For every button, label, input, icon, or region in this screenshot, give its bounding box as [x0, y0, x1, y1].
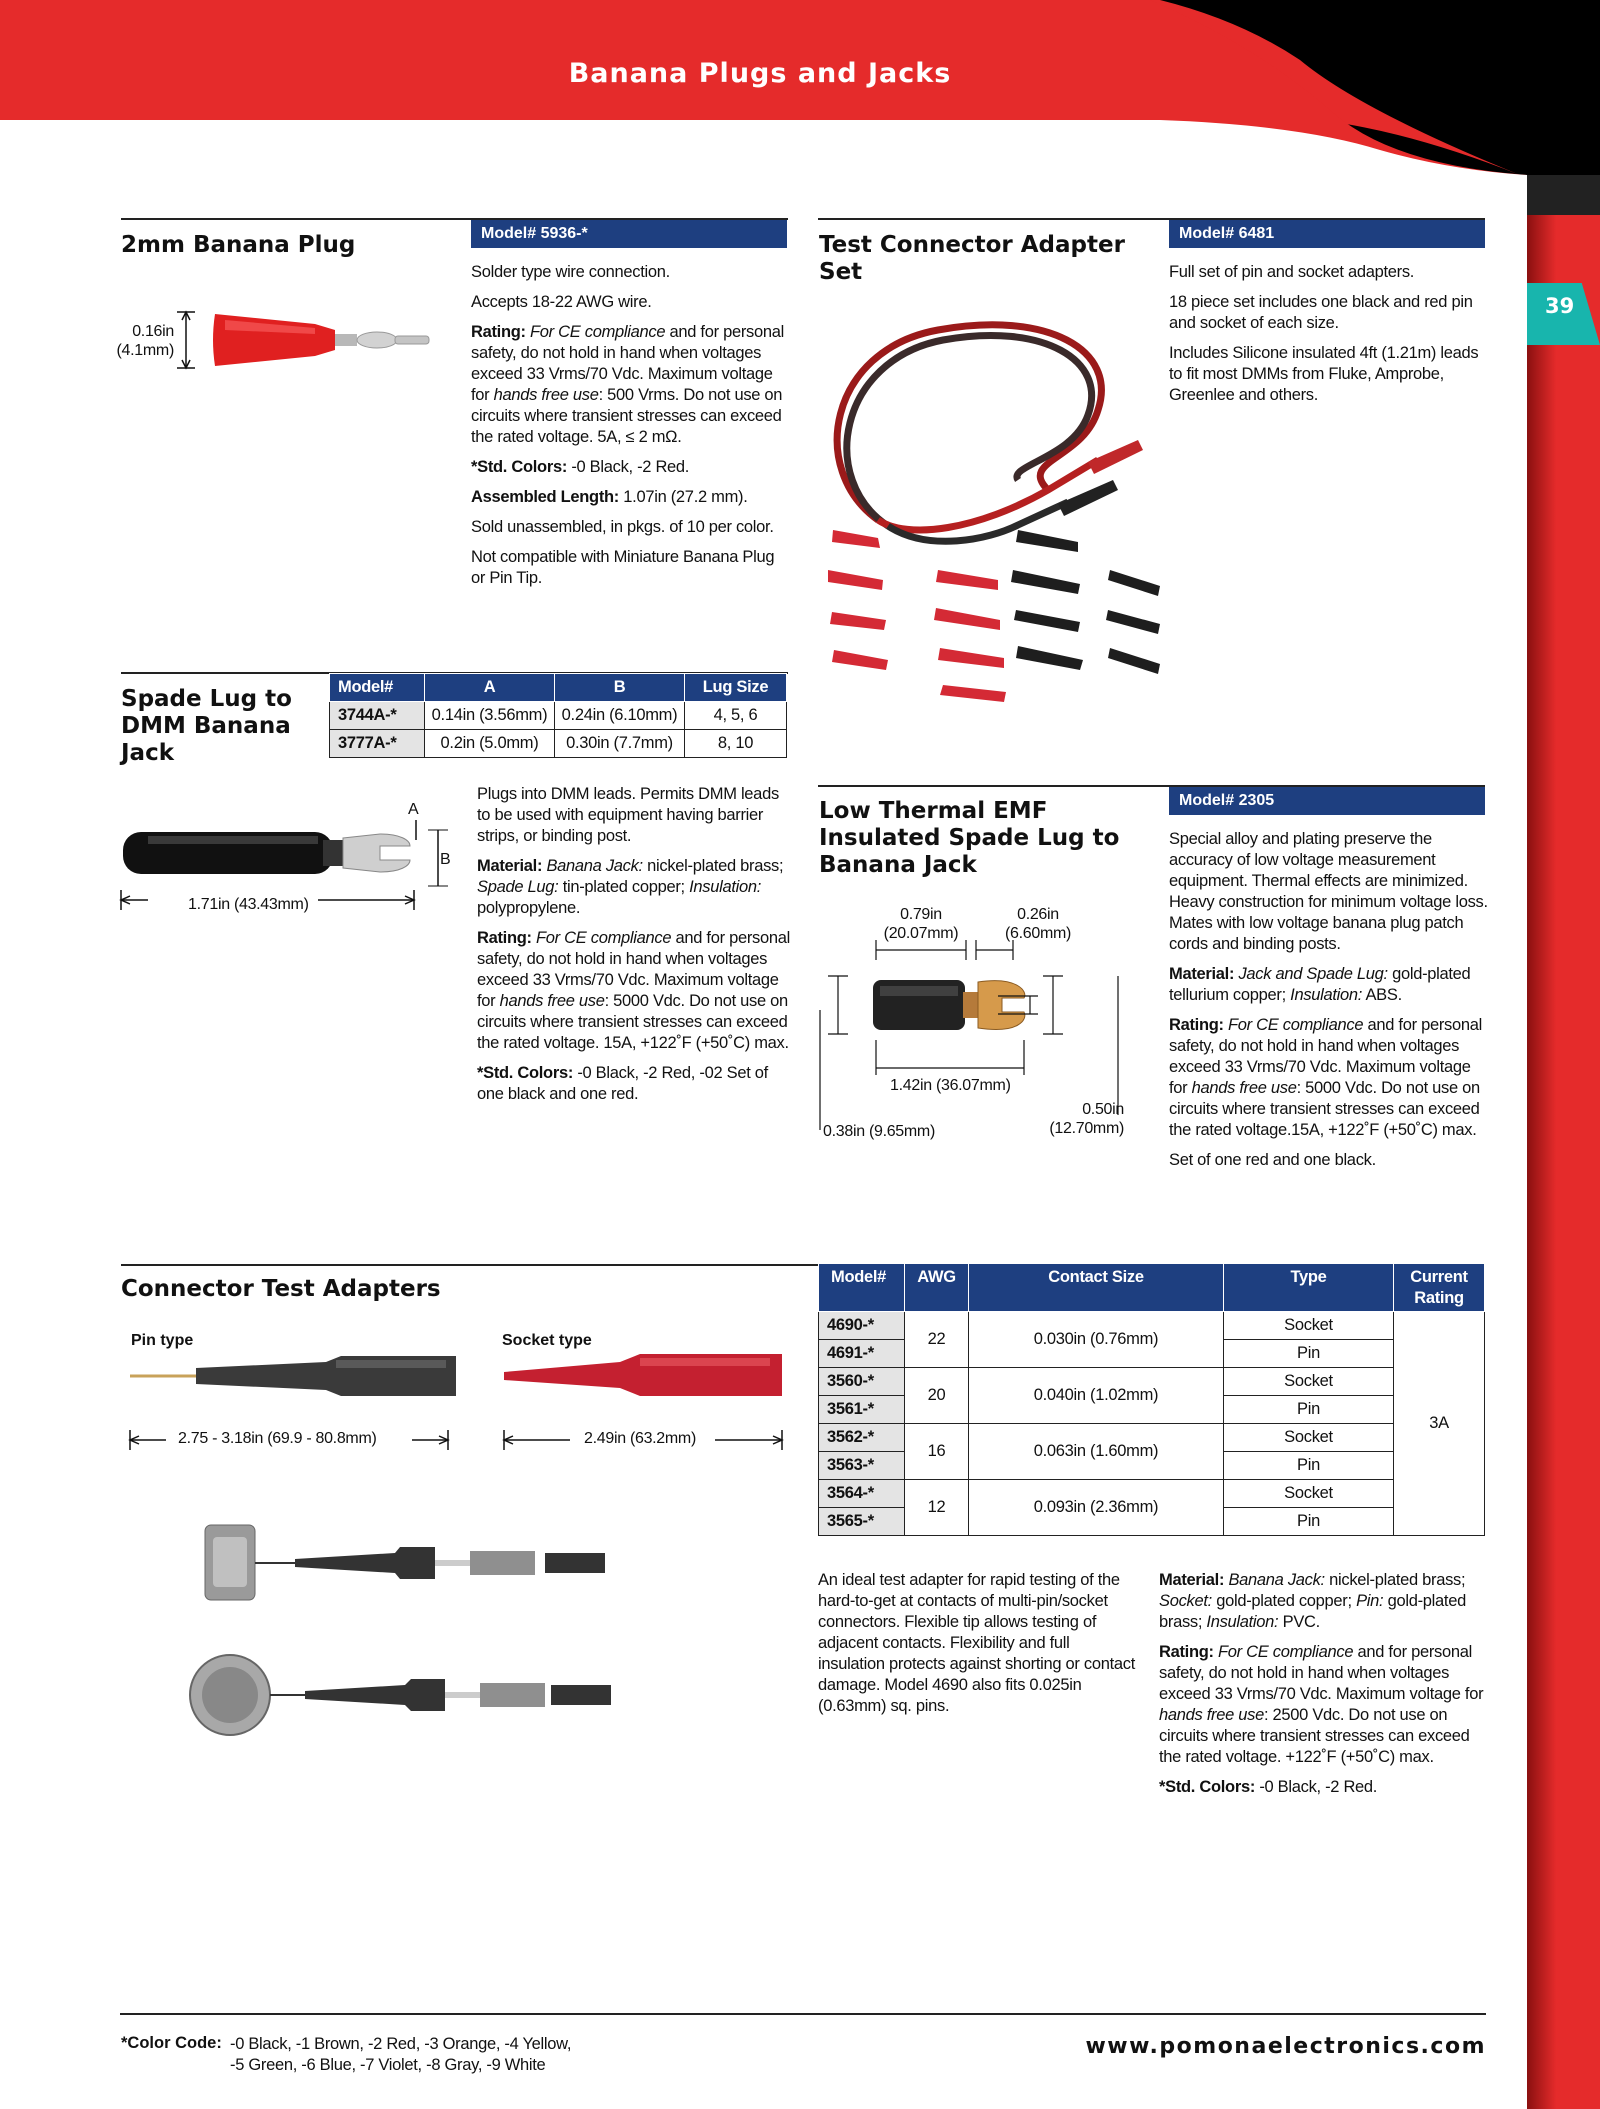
banana-2mm-description: Solder type wire connection. Accepts 18-22 AWG wire. Rating: For CE compliance and for personal safety, do not hold in hand when voltages exceed 33 Vrms/70 Vdc. Maximum voltage for hands free use: 500 Vrms. Do not use on circuits where transient stresses can exceed the rated voltage. 5A, ≤ 2 mΩ. *Std. Colors: -0 Black, -2 Red. Assembled Length: 1.07in (27.2 mm). Sold unassembled, in pkgs. of 10 per color. Not compatible with Miniature Banana Plug or Pin Tip. [471, 263, 784, 587]
color-code-text: -0 Black, -1 Brown, -2 Red, -3 Orange, -4 Yellow, -5 Green, -6 Blue, -7 Violet, -8 Gray, -9 White [230, 2035, 572, 2074]
col-header: Type [1224, 1264, 1394, 1312]
table-row: 3744A-* 0.14in (3.56mm) 0.24in (6.10mm) 4, 5, 6 [330, 702, 787, 730]
section-title-adapter-set: Test Connector Adapter Set [819, 232, 1125, 285]
dim-b-label: B [440, 851, 451, 868]
col-header: A [425, 674, 555, 702]
table-row: 3777A-* 0.2in (5.0mm) 0.30in (7.7mm) 8, 10 [330, 730, 787, 758]
col-header: Contact Size [969, 1264, 1224, 1312]
spade-lug-description: Plugs into DMM leads. Permits DMM leads to be used with equipment having barrier strips, or binding post. Material: Banana Jack: nickel-plated brass; Spade Lug: tin-plated copper; Insulation: polypropylene. Rating: For CE compliance and for personal safety, do not hold in hand when voltages exceed 33 Vrms/70 Vdc. Maximum voltage for hands free use: 5000 Vdc. Do not use on circuits where transient stresses can exceed the rated voltage. 15A, +122˚F (+50˚C) max. *Std. Colors: -0 Black, -2 Red, -02 Set of one black and one red. [477, 785, 790, 1103]
color-code-label: *Color Code: [121, 2034, 222, 2052]
table-row: 3561-* Pin [819, 1396, 1485, 1424]
model-badge-6481: Model# 6481 [1169, 220, 1485, 248]
section-title-connector: Connector Test Adapters [121, 1276, 441, 1302]
table-row: 3565-* Pin [819, 1508, 1485, 1536]
dim-length: 1.71in (43.43mm) [188, 896, 309, 913]
table-row: 4691-* Pin [819, 1340, 1485, 1368]
table-row: 4690-* 22 0.030in (0.76mm) Socket 3A [819, 1312, 1485, 1340]
col-header: B [555, 674, 685, 702]
section-title-2mm-banana-plug: 2mm Banana Plug [121, 232, 356, 258]
table-row: 3562-* 16 0.063in (1.60mm) Socket [819, 1424, 1485, 1452]
spade-lug-table [329, 673, 787, 758]
page-number: 39 [1545, 294, 1575, 318]
dim-a-label: A [408, 801, 419, 818]
dim-026: 0.26in (6.60mm) [1004, 906, 1072, 942]
connector-specs: Material: Banana Jack: nickel-plated brass; Socket: gold-plated copper; Pin: gold-plated brass; Insulation: PVC. Rating: For CE compliance and for personal safety, do not hold in hand when voltages exceed 33 Vrms/70 Vdc. Maximum voltage for hands free use: 2500 Vdc. Do not use on circuits where transient stresses can exceed the rated voltage. +122˚F (+50˚C) max. *Std. Colors: -0 Black, -2 Red. [1159, 1571, 1484, 1796]
connector-in-use-image [195, 1515, 615, 1775]
socket-type-dim: 2.49in (63.2mm) [584, 1430, 696, 1447]
banana-plug-2mm-image [175, 300, 455, 370]
pin-type-dim: 2.75 - 3.18in (69.9 - 80.8mm) [178, 1430, 377, 1447]
table-row: 3564-* 12 0.093in (2.36mm) Socket [819, 1480, 1485, 1508]
right-edge-bar-top [1527, 175, 1600, 215]
adapter-set-image [818, 290, 1163, 690]
footer-rule [120, 2013, 1486, 2015]
model-badge-5936: Model# 5936-* [471, 220, 787, 248]
thermal-description: Special alloy and plating preserve the accuracy of low voltage measurement equipment. Thermal effects are minimized. Heavy construction for minimum voltage loss. Mates with low voltage banana plug patch cords and binding posts. Material: Jack and Spade Lug: gold-plated tellurium copper; Insulation: ABS. Rating: For CE compliance and for personal safety, do not hold in hand when voltages exceed 33 Vrms/70 Vdc. Maximum voltage for hands free use: 5000 Vdc. Do not use on circuits where transient stresses can exceed the rated voltage.15A, +122˚F (+50˚C) max. Set of one red and one black. [1169, 830, 1488, 1169]
connector-table [818, 1263, 1485, 1536]
dim-142: 1.42in (36.07mm) [890, 1077, 1011, 1094]
section-title-low-thermal: Low Thermal EMF Insulated Spade Lug to Banana Jack [819, 798, 1120, 878]
website-link[interactable]: www.pomonaelectronics.com [1085, 2034, 1486, 2059]
pin-type-label: Pin type [131, 1332, 194, 1349]
table-row: 3560-* 20 0.040in (1.02mm) Socket [819, 1368, 1485, 1396]
right-edge-bar [1527, 175, 1600, 2109]
section-title-spade-lug: Spade Lug to DMM Banana Jack [121, 686, 292, 766]
col-header: Lug Size [685, 674, 787, 702]
col-header: Current Rating [1394, 1264, 1485, 1312]
table-row: 3563-* Pin [819, 1452, 1485, 1480]
dim-050: 0.50in (12.70mm) [1049, 1101, 1124, 1137]
model-badge-2305: Model# 2305 [1169, 787, 1485, 815]
adapter-set-description: Full set of pin and socket adapters. 18 piece set includes one black and red pin and socket of each size. Includes Silicone insulated 4ft (1.21m) leads to fit most DMMs from Fluke, Amprobe, Greenlee and others. [1169, 263, 1479, 404]
connector-description: An ideal test adapter for rapid testing of the hard-to-get at contacts of multi-pin/socket connectors. Flexible tip allows testing of adjacent contacts. Flexibility and full insulation protects against shorting or contact damage. Model 4690 also fits 0.025in (0.63mm) sq. pins. [818, 1571, 1136, 1715]
page-header-title: Banana Plugs and Jacks [568, 58, 952, 89]
dim-diameter: 0.16in (4.1mm) [116, 323, 174, 359]
socket-type-label: Socket type [502, 1332, 592, 1349]
col-header: AWG [905, 1264, 969, 1312]
col-header: Model# [330, 674, 425, 702]
dim-038: 0.38in (9.65mm) [823, 1123, 935, 1140]
col-header: Model# [819, 1264, 905, 1312]
dim-079: 0.79in (20.07mm) [883, 906, 959, 942]
